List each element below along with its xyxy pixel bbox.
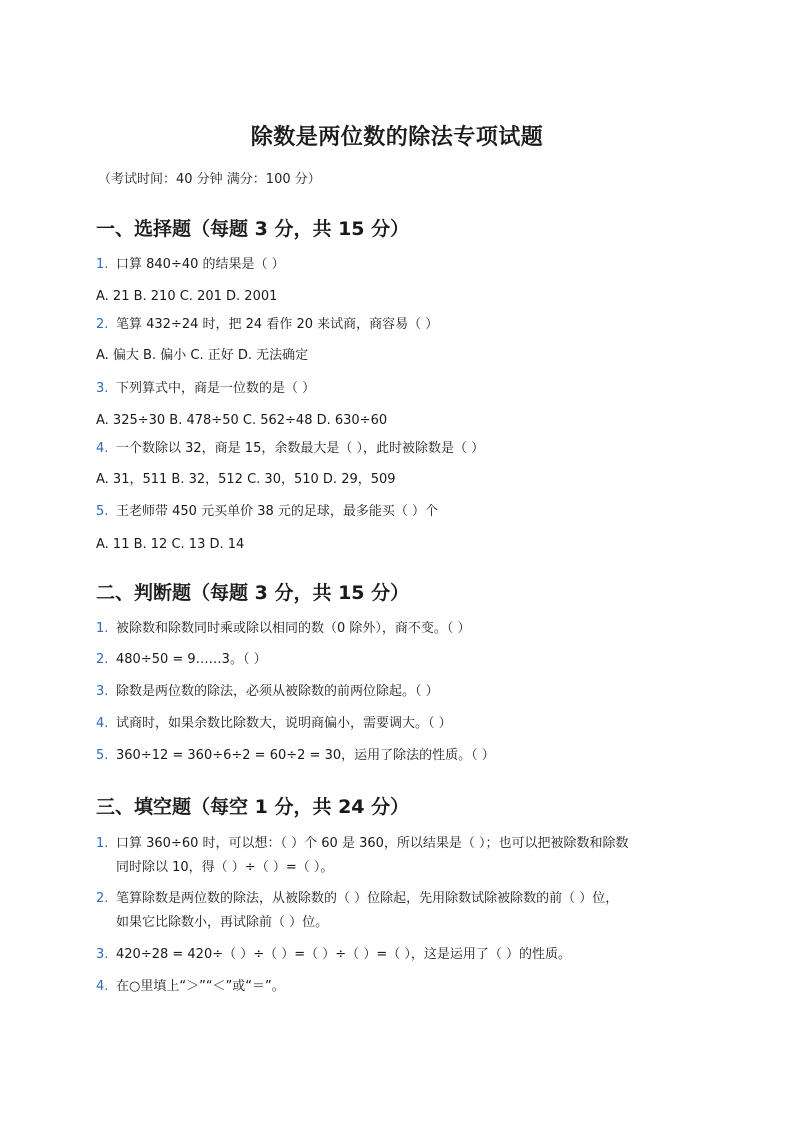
answer-options: A. 31，511 B. 32，512 C. 30，510 D. 29，509 [96, 472, 396, 487]
question-item [96, 255, 285, 275]
question-text: 被除数和除数同时乘或除以相同的数（0 除外），商不变。（ ） [116, 621, 471, 636]
question-number: 1. [96, 836, 109, 851]
question-item [96, 746, 495, 766]
question-text: 王老师带 450 元买单价 38 元的足球，最多能买（ ）个 [116, 504, 439, 519]
question-number: 4. [96, 716, 109, 731]
question-text: 在○里填上“＞”“＜”或“＝”。 [116, 979, 285, 994]
question-number: 5. [96, 504, 109, 519]
question-item [96, 379, 315, 399]
question-text: 口算 360÷60 时，可以想：（ ）个 60 是 360，所以结果是（ ）；也可以把被除数和除数 [116, 836, 629, 851]
question-number: 3. [96, 947, 109, 962]
question-item [96, 682, 439, 702]
question-item [96, 315, 438, 335]
question-number: 3. [96, 684, 109, 699]
question-text: 笔算除数是两位数的除法，从被除数的（ ）位除起，先用除数试除被除数的前（ ）位， [116, 891, 619, 906]
section-heading-fill: 三、填空题（每空 1 分，共 24 分） [96, 796, 410, 818]
page-title: 除数是两位数的除法专项试题 [250, 125, 544, 150]
question-number: 1. [96, 621, 109, 636]
question-number: 2. [96, 891, 109, 906]
question-text: 360÷12 = 360÷6÷2 = 60÷2 = 30，运用了除法的性质。（ ） [116, 748, 495, 763]
question-text-continued: 如果它比除数小，再试除前（ ）位。 [116, 915, 329, 930]
question-text: 笔算 432÷24 时，把 24 看作 20 来试商，商容易（ ） [116, 317, 439, 332]
answer-options: A. 11 B. 12 C. 13 D. 14 [96, 537, 245, 552]
answer-options: A. 325÷30 B. 478÷50 C. 562÷48 D. 630÷60 [96, 413, 388, 428]
question-text: 除数是两位数的除法，必须从被除数的前两位除起。（ ） [116, 684, 439, 699]
section-heading-judge: 二、判断题（每题 3 分，共 15 分） [96, 582, 410, 604]
question-text: 一个数除以 32，商是 15，余数最大是（ ），此时被除数是（ ） [116, 441, 485, 456]
question-text: 下列算式中，商是一位数的是（ ） [116, 381, 316, 396]
question-text: 420÷28 = 420÷（ ）÷（ ）=（ ）÷（ ）=（ ），这是运用了（ ）的性质。 [116, 947, 571, 962]
question-item [96, 889, 618, 909]
question-text: 试商时，如果余数比除数大，说明商偏小，需要调大。（ ） [116, 716, 452, 731]
question-number: 3. [96, 381, 109, 396]
exam-info: （考试时间：40 分钟 满分：100 分） [98, 172, 321, 187]
question-text: 480÷50 = 9……3。（ ） [116, 652, 267, 667]
question-number: 1. [96, 257, 109, 272]
question-item [96, 502, 438, 522]
answer-options: A. 偏大 B. 偏小 C. 正好 D. 无法确定 [96, 348, 309, 363]
question-number: 4. [96, 979, 109, 994]
question-item [96, 945, 571, 965]
question-item [96, 977, 285, 997]
question-text-continued: 同时除以 10，得（ ）÷（ ）=（ ）。 [116, 860, 334, 875]
question-number: 2. [96, 652, 109, 667]
question-number: 5. [96, 748, 109, 763]
question-item [96, 714, 452, 734]
section-heading-choice: 一、选择题（每题 3 分，共 15 分） [96, 218, 410, 240]
question-item [96, 439, 484, 459]
question-number: 4. [96, 441, 109, 456]
question-item [96, 650, 267, 670]
question-text: 口算 840÷40 的结果是（ ） [116, 257, 285, 272]
question-number: 2. [96, 317, 109, 332]
question-item [96, 834, 629, 854]
answer-options: A. 21 B. 210 C. 201 D. 2001 [96, 289, 278, 304]
question-item [96, 619, 471, 639]
